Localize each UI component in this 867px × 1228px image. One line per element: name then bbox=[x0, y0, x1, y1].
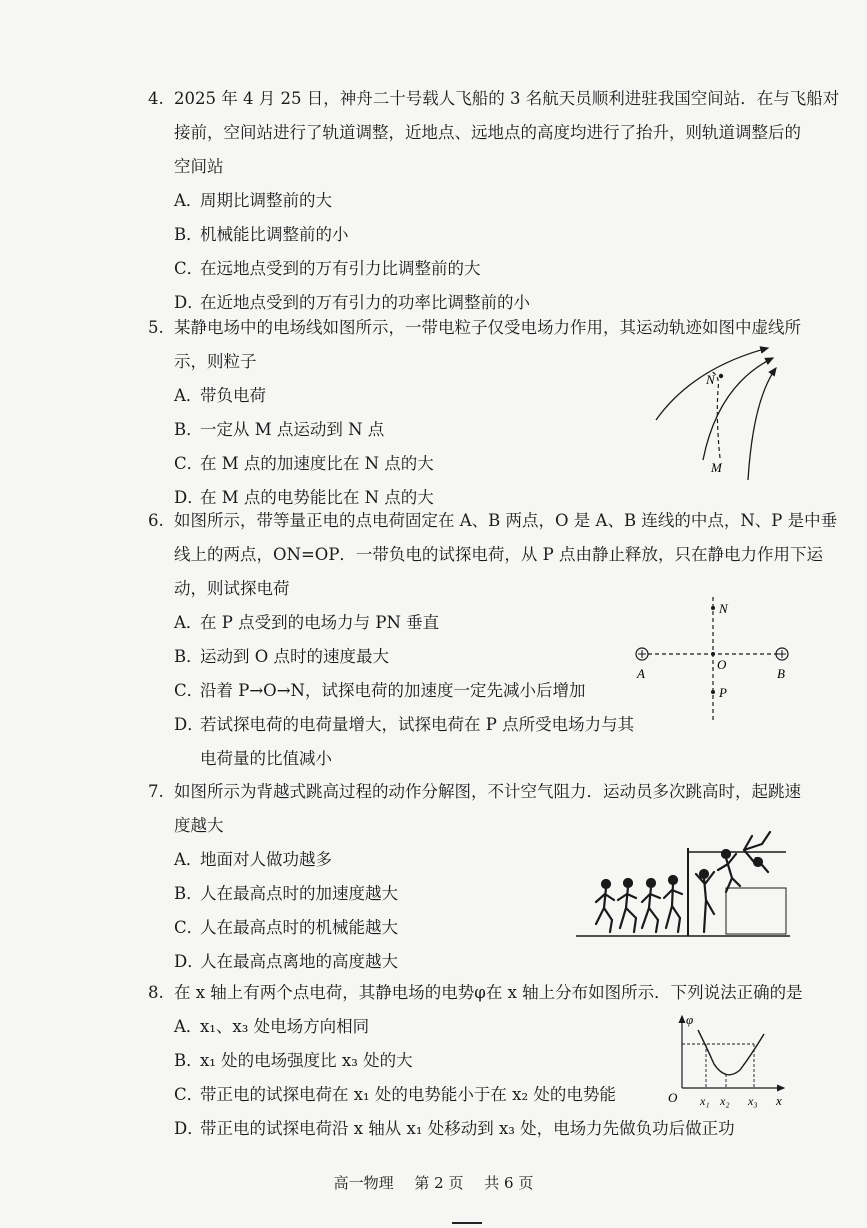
stem-line: 2025 年 4 月 25 日，神舟二十号载人飞船的 3 名航天员顺利进驻我国空间站．在与飞船对 bbox=[174, 89, 840, 108]
option-text: 机械能比调整前的小 bbox=[200, 225, 349, 244]
option-text: x₁ 处的电场强度比 x₃ 处的大 bbox=[200, 1051, 413, 1070]
option-text: 周期比调整前的大 bbox=[200, 191, 332, 210]
question-number: 6. bbox=[148, 511, 164, 530]
field-line-figure bbox=[648, 340, 783, 485]
option-letter: A． bbox=[174, 386, 203, 405]
footer-page: 第 2 页 bbox=[414, 1174, 464, 1192]
option-text: 带负电荷 bbox=[200, 386, 266, 405]
label-n: N bbox=[719, 601, 728, 616]
option-letter: A． bbox=[174, 850, 203, 869]
point-charge-figure bbox=[628, 592, 798, 727]
question-stem bbox=[174, 504, 838, 606]
option-text: 地面对人做功越多 bbox=[200, 850, 332, 869]
potential-graph-figure bbox=[664, 1010, 790, 1110]
question-number: 4. bbox=[148, 89, 164, 108]
plus-icon bbox=[778, 650, 786, 658]
option-text: 在 M 点的电势能比在 N 点的大 bbox=[200, 488, 434, 507]
option-letter: A． bbox=[174, 191, 203, 210]
option-letter: C． bbox=[174, 681, 204, 700]
label-o: O bbox=[668, 1090, 678, 1105]
plus-icon bbox=[638, 650, 646, 658]
footer-total: 共 6 页 bbox=[484, 1174, 534, 1192]
option-text: 在远地点受到的万有引力比调整前的大 bbox=[200, 259, 481, 278]
label-x1: x₁ bbox=[700, 1094, 710, 1108]
option-a bbox=[174, 184, 788, 218]
option-letter: A． bbox=[174, 1017, 203, 1036]
question-stem bbox=[174, 976, 803, 1010]
question-number: 5. bbox=[148, 318, 164, 337]
option-letter: A． bbox=[174, 613, 203, 632]
stem-line: 如图所示为背越式跳高过程的动作分解图，不计空气阻力．运动员多次跳高时，起跳速 bbox=[174, 782, 801, 801]
label-phi: φ bbox=[686, 1012, 694, 1027]
stem-line: 某静电场中的电场线如图所示，一带电粒子仅受电场力作用，其运动轨迹如图中虚线所 bbox=[174, 318, 801, 337]
label-x3: x₃ bbox=[748, 1094, 758, 1108]
option-text: 人在最高点离地的高度越大 bbox=[200, 952, 398, 971]
option-letter: B． bbox=[174, 647, 203, 666]
option-text: 若试探电荷的电荷量增大，试探电荷在 P 点所受电场力与其 bbox=[200, 715, 635, 734]
option-letter: B． bbox=[174, 884, 203, 903]
label-p: P bbox=[719, 685, 727, 700]
option-text: 一定从 M 点运动到 N 点 bbox=[200, 420, 385, 439]
option-text: 沿着 P→O→N，试探电荷的加速度一定先减小后增加 bbox=[200, 681, 586, 700]
option-letter: C． bbox=[174, 918, 204, 937]
option-text: 人在最高点时的机械能越大 bbox=[200, 918, 398, 937]
potential-curve bbox=[698, 1030, 764, 1075]
option-d bbox=[174, 945, 788, 979]
label-m: M bbox=[711, 460, 722, 475]
option-d bbox=[174, 1112, 788, 1146]
option-text: 在 P 点受到的电场力与 PN 垂直 bbox=[200, 613, 440, 632]
question-number: 7. bbox=[148, 782, 164, 801]
footer-subject: 高一物理 bbox=[333, 1174, 394, 1192]
stem-line: 线上的两点，ON=OP．一带负电的试探电荷，从 P 点由静止释放，只在静电力作用下运 bbox=[174, 545, 824, 564]
question-number: 8. bbox=[148, 983, 164, 1002]
option-letter: D． bbox=[174, 715, 204, 734]
option-text: 运动到 O 点时的速度最大 bbox=[200, 647, 390, 666]
option-text: 带正电的试探电荷沿 x 轴从 x₁ 处移动到 x₃ 处，电场力先做负功后做正功 bbox=[200, 1119, 735, 1138]
option-letter: D． bbox=[174, 1119, 204, 1138]
option-letter: C． bbox=[174, 454, 204, 473]
option-text: 在 M 点的加速度比在 N 点的大 bbox=[200, 454, 434, 473]
option-d-continued: 电荷量的比值减小 bbox=[200, 749, 332, 768]
label-n: N bbox=[706, 372, 715, 387]
stem-line: 动，则试探电荷 bbox=[174, 579, 290, 598]
option-text: 带正电的试探电荷在 x₁ 处的电势能小于在 x₂ 处的电势能 bbox=[200, 1085, 616, 1104]
label-x2: x₂ bbox=[720, 1094, 730, 1108]
bottom-mark bbox=[452, 1222, 482, 1224]
option-letter: D． bbox=[174, 952, 204, 971]
point-o bbox=[711, 652, 715, 656]
stem-line: 在 x 轴上有两个点电荷，其静电场的电势φ在 x 轴上分布如图所示．下列说法正确的是 bbox=[174, 983, 803, 1002]
option-letter: D． bbox=[174, 488, 204, 507]
option-c bbox=[174, 252, 788, 286]
stem-line: 接前，空间站进行了轨道调整，近地点、远地点的高度均进行了抬升，则轨道调整后的 bbox=[174, 123, 801, 142]
option-text: x₁、x₃ 处电场方向相同 bbox=[200, 1017, 370, 1036]
point-n bbox=[711, 606, 715, 610]
option-text: 在近地点受到的万有引力的功率比调整前的小 bbox=[200, 293, 530, 312]
label-b: B bbox=[777, 666, 785, 681]
label-a: A bbox=[637, 666, 645, 681]
stem-line: 示，则粒子 bbox=[174, 352, 257, 371]
field-line bbox=[748, 368, 776, 480]
option-letter: B． bbox=[174, 420, 203, 439]
option-text: 人在最高点时的加速度越大 bbox=[200, 884, 398, 903]
point-p bbox=[711, 690, 715, 694]
question-stem bbox=[174, 82, 840, 184]
stem-line: 度越大 bbox=[174, 816, 224, 835]
runner-figures bbox=[596, 832, 770, 932]
option-letter: C． bbox=[174, 1085, 204, 1104]
label-x: x bbox=[776, 1093, 782, 1108]
label-o: O bbox=[717, 657, 727, 672]
point-n bbox=[719, 374, 723, 378]
option-b bbox=[174, 218, 788, 252]
page-footer bbox=[0, 1172, 867, 1193]
option-letter: B． bbox=[174, 225, 203, 244]
landing-mat bbox=[726, 888, 786, 934]
option-letter: B． bbox=[174, 1051, 203, 1070]
stem-line: 如图所示，带等量正电的点电荷固定在 A、B 两点，O 是 A、B 连线的中点，N、P 是中垂 bbox=[174, 511, 838, 530]
high-jump-figure bbox=[576, 828, 792, 940]
option-letter: D． bbox=[174, 293, 204, 312]
stem-line: 空间站 bbox=[174, 157, 224, 176]
question-4 bbox=[148, 82, 840, 320]
option-letter: C． bbox=[174, 259, 204, 278]
